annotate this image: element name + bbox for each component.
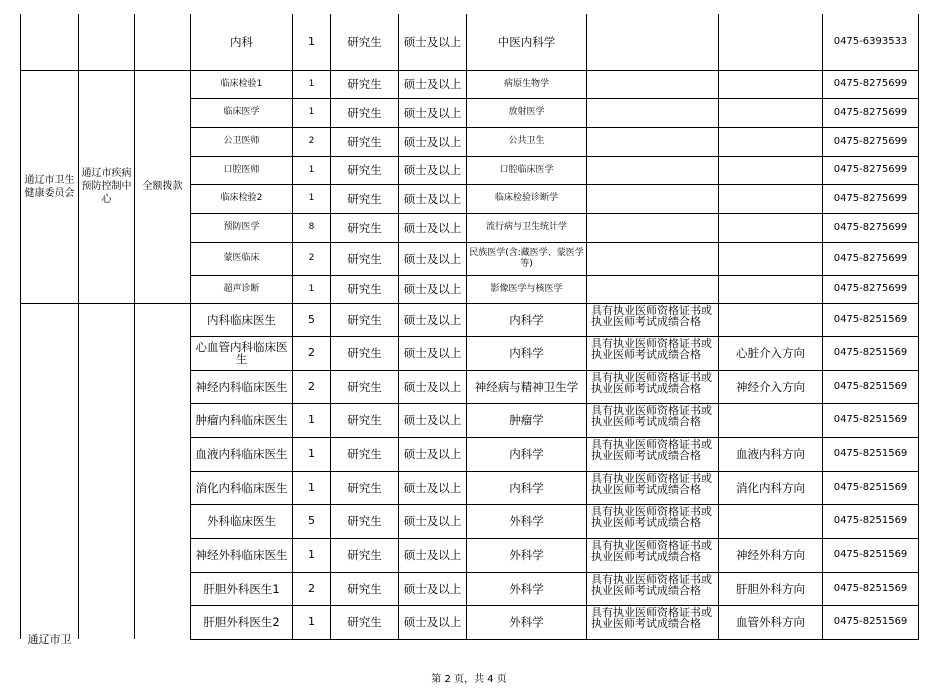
education-cell: 研究生 xyxy=(331,336,399,370)
count-cell: 1 xyxy=(293,156,331,184)
org-label-partial: 通辽市卫 xyxy=(27,633,72,646)
degree-cell: 硕士及以上 xyxy=(399,275,467,303)
position-cell: 消化内科临床医生 xyxy=(191,471,293,504)
position-cell: 血液内科临床医生 xyxy=(191,437,293,471)
cert-cell xyxy=(587,437,719,471)
position-cell: 蒙医临床 xyxy=(191,242,293,275)
cert-text: 具有执业医师资格证书或执业医师考试成绩合格 xyxy=(591,572,712,597)
count-cell: 1 xyxy=(293,184,331,213)
count-cell: 2 xyxy=(293,242,331,275)
education-cell: 研究生 xyxy=(331,437,399,471)
note-cell: 肝胆外科方向 xyxy=(719,572,823,605)
position-cell: 公卫医师 xyxy=(191,127,293,156)
funding-cell xyxy=(135,14,191,70)
note-cell xyxy=(719,213,823,242)
cert-cell xyxy=(587,370,719,403)
major-cell: 外科学 xyxy=(467,504,587,538)
phone-cell: 0475-8251569 xyxy=(823,437,919,471)
position-cell: 心血管内科临床医生 xyxy=(191,336,293,370)
education-cell: 研究生 xyxy=(331,213,399,242)
cert-cell xyxy=(587,156,719,184)
major-cell: 影像医学与核医学 xyxy=(467,275,587,303)
education-cell: 研究生 xyxy=(331,98,399,127)
cert-text: 具有执业医师资格证书或执业医师考试成绩合格 xyxy=(591,370,712,395)
education-cell: 研究生 xyxy=(331,370,399,403)
major-cell: 放射医学 xyxy=(467,98,587,127)
cert-cell xyxy=(587,213,719,242)
education-cell: 研究生 xyxy=(331,127,399,156)
note-cell xyxy=(719,70,823,98)
recruitment-table xyxy=(20,14,919,646)
count-cell: 1 xyxy=(293,14,331,70)
position-cell: 内科 xyxy=(191,14,293,70)
cert-cell xyxy=(587,275,719,303)
position-cell: 临床检验2 xyxy=(191,184,293,213)
page-footer: 第 2 页，共 4 页 xyxy=(431,674,507,685)
cert-cell xyxy=(587,605,719,639)
education-cell: 研究生 xyxy=(331,605,399,639)
funding-cell xyxy=(135,303,191,639)
position-cell: 口腔医师 xyxy=(191,156,293,184)
position-cell: 肝胆外科医生2 xyxy=(191,605,293,639)
phone-cell: 0475-8251569 xyxy=(823,504,919,538)
major-cell: 公共卫生 xyxy=(467,127,587,156)
position-cell: 临床检验1 xyxy=(191,70,293,98)
count-cell: 2 xyxy=(293,127,331,156)
major-cell: 内科学 xyxy=(467,471,587,504)
major-cell: 神经病与精神卫生学 xyxy=(467,370,587,403)
education-cell: 研究生 xyxy=(331,538,399,572)
cert-cell xyxy=(587,70,719,98)
degree-cell: 硕士及以上 xyxy=(399,437,467,471)
count-cell: 5 xyxy=(293,303,331,336)
note-cell: 消化内科方向 xyxy=(719,471,823,504)
note-cell xyxy=(719,242,823,275)
education-cell: 研究生 xyxy=(331,14,399,70)
phone-cell: 0475-8251569 xyxy=(823,336,919,370)
note-cell: 神经外科方向 xyxy=(719,538,823,572)
cert-cell xyxy=(587,471,719,504)
phone-cell: 0475-8275699 xyxy=(823,70,919,98)
cert-text: 具有执业医师资格证书或执业医师考试成绩合格 xyxy=(591,471,712,496)
count-cell: 1 xyxy=(293,471,331,504)
degree-cell: 硕士及以上 xyxy=(399,213,467,242)
phone-cell: 0475-8251569 xyxy=(823,572,919,605)
cert-cell xyxy=(587,572,719,605)
note-cell xyxy=(719,303,823,336)
count-cell: 2 xyxy=(293,336,331,370)
count-cell: 1 xyxy=(293,98,331,127)
education-cell: 研究生 xyxy=(331,403,399,437)
note-cell: 心脏介入方向 xyxy=(719,336,823,370)
education-cell: 研究生 xyxy=(331,572,399,605)
position-cell: 神经外科临床医生 xyxy=(191,538,293,572)
degree-cell: 硕士及以上 xyxy=(399,14,467,70)
position-cell: 超声诊断 xyxy=(191,275,293,303)
phone-cell: 0475-8251569 xyxy=(823,605,919,639)
cert-cell xyxy=(587,336,719,370)
cert-cell xyxy=(587,504,719,538)
phone-cell: 0475-8275699 xyxy=(823,213,919,242)
degree-cell: 硕士及以上 xyxy=(399,242,467,275)
degree-cell: 硕士及以上 xyxy=(399,403,467,437)
table-row xyxy=(21,14,919,70)
note-cell xyxy=(719,275,823,303)
phone-cell: 0475-8275699 xyxy=(823,275,919,303)
education-cell: 研究生 xyxy=(331,471,399,504)
major-cell: 流行病与卫生统计学 xyxy=(467,213,587,242)
phone-cell: 0475-8275699 xyxy=(823,184,919,213)
cert-text: 具有执业医师资格证书或执业医师考试成绩合格 xyxy=(591,403,712,428)
note-cell xyxy=(719,14,823,70)
degree-cell: 硕士及以上 xyxy=(399,471,467,504)
major-cell: 外科学 xyxy=(467,572,587,605)
phone-cell: 0475-8275699 xyxy=(823,156,919,184)
cert-text: 具有执业医师资格证书或执业医师考试成绩合格 xyxy=(591,504,712,529)
cert-cell xyxy=(587,403,719,437)
cert-cell xyxy=(587,538,719,572)
count-cell: 1 xyxy=(293,403,331,437)
phone-cell: 0475-8275699 xyxy=(823,242,919,275)
position-cell: 肝胆外科医生1 xyxy=(191,572,293,605)
degree-cell: 硕士及以上 xyxy=(399,572,467,605)
cert-cell xyxy=(587,127,719,156)
position-cell: 临床医学 xyxy=(191,98,293,127)
degree-cell: 硕士及以上 xyxy=(399,127,467,156)
cert-cell xyxy=(587,98,719,127)
cert-cell xyxy=(587,184,719,213)
degree-cell: 硕士及以上 xyxy=(399,70,467,98)
major-cell: 内科学 xyxy=(467,437,587,471)
phone-cell: 0475-8251569 xyxy=(823,303,919,336)
cert-text: 具有执业医师资格证书或执业医师考试成绩合格 xyxy=(591,336,712,361)
education-cell: 研究生 xyxy=(331,184,399,213)
degree-cell: 硕士及以上 xyxy=(399,605,467,639)
cert-text: 具有执业医师资格证书或执业医师考试成绩合格 xyxy=(591,538,712,563)
note-cell xyxy=(719,184,823,213)
table-row xyxy=(21,303,919,336)
cert-text: 具有执业医师资格证书或执业医师考试成绩合格 xyxy=(591,437,712,462)
major-cell: 口腔临床医学 xyxy=(467,156,587,184)
position-cell: 预防医学 xyxy=(191,213,293,242)
cert-cell xyxy=(587,14,719,70)
count-cell: 1 xyxy=(293,70,331,98)
major-cell: 中医内科学 xyxy=(467,14,587,70)
degree-cell: 硕士及以上 xyxy=(399,336,467,370)
position-cell: 外科临床医生 xyxy=(191,504,293,538)
note-cell: 血液内科方向 xyxy=(719,437,823,471)
major-cell: 内科学 xyxy=(467,303,587,336)
degree-cell: 硕士及以上 xyxy=(399,98,467,127)
degree-cell: 硕士及以上 xyxy=(399,538,467,572)
major-cell: 肿瘤学 xyxy=(467,403,587,437)
phone-cell: 0475-8251569 xyxy=(823,403,919,437)
degree-cell: 硕士及以上 xyxy=(399,303,467,336)
note-cell: 神经介入方向 xyxy=(719,370,823,403)
cert-text: 具有执业医师资格证书或执业医师考试成绩合格 xyxy=(591,605,712,630)
phone-cell: 0475-8251569 xyxy=(823,370,919,403)
education-cell: 研究生 xyxy=(331,303,399,336)
cert-cell xyxy=(587,303,719,336)
note-cell xyxy=(719,127,823,156)
degree-cell: 硕士及以上 xyxy=(399,156,467,184)
count-cell: 1 xyxy=(293,275,331,303)
phone-cell: 0475-8251569 xyxy=(823,471,919,504)
phone-cell: 0475-8251569 xyxy=(823,538,919,572)
education-cell: 研究生 xyxy=(331,275,399,303)
table-row xyxy=(21,70,919,98)
count-cell: 5 xyxy=(293,504,331,538)
note-cell xyxy=(719,403,823,437)
unit-cell: 通辽市疾病预防控制中心 xyxy=(79,70,135,303)
note-cell: 血管外科方向 xyxy=(719,605,823,639)
major-cell: 外科学 xyxy=(467,538,587,572)
count-cell: 1 xyxy=(293,538,331,572)
org-cell xyxy=(21,303,79,646)
major-cell: 民族医学(含:藏医学、蒙医学等) xyxy=(467,242,587,275)
unit-cell xyxy=(79,14,135,70)
degree-cell: 硕士及以上 xyxy=(399,504,467,538)
cert-text: 具有执业医师资格证书或执业医师考试成绩合格 xyxy=(591,303,712,328)
major-cell: 内科学 xyxy=(467,336,587,370)
note-cell xyxy=(719,156,823,184)
cert-cell xyxy=(587,242,719,275)
major-cell: 临床检验诊断学 xyxy=(467,184,587,213)
education-cell: 研究生 xyxy=(331,504,399,538)
position-cell: 肿瘤内科临床医生 xyxy=(191,403,293,437)
position-cell: 内科临床医生 xyxy=(191,303,293,336)
education-cell: 研究生 xyxy=(331,242,399,275)
degree-cell: 硕士及以上 xyxy=(399,184,467,213)
count-cell: 1 xyxy=(293,605,331,639)
funding-cell: 全额拨款 xyxy=(135,70,191,303)
count-cell: 2 xyxy=(293,572,331,605)
count-cell: 2 xyxy=(293,370,331,403)
phone-cell: 0475-6393533 xyxy=(823,14,919,70)
major-cell: 病原生物学 xyxy=(467,70,587,98)
note-cell xyxy=(719,98,823,127)
degree-cell: 硕士及以上 xyxy=(399,370,467,403)
education-cell: 研究生 xyxy=(331,156,399,184)
major-cell: 外科学 xyxy=(467,605,587,639)
note-cell xyxy=(719,504,823,538)
unit-cell xyxy=(79,303,135,639)
phone-cell: 0475-8275699 xyxy=(823,127,919,156)
org-cell: 通辽市卫生健康委员会 xyxy=(21,70,79,303)
education-cell: 研究生 xyxy=(331,70,399,98)
org-cell xyxy=(21,14,79,70)
position-cell: 神经内科临床医生 xyxy=(191,370,293,403)
count-cell: 8 xyxy=(293,213,331,242)
count-cell: 1 xyxy=(293,437,331,471)
phone-cell: 0475-8275699 xyxy=(823,98,919,127)
